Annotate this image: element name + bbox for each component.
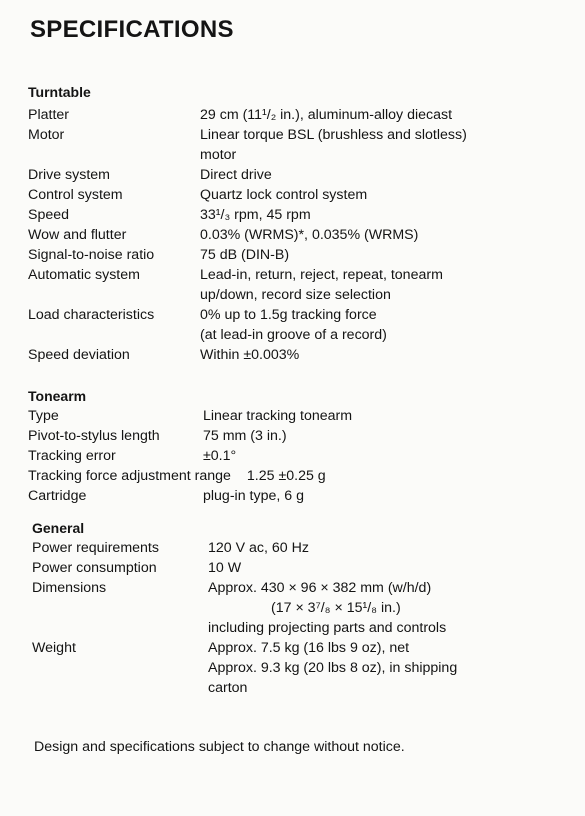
spec-value [208, 538, 572, 558]
spec-value-line: plug-in type, 6 g [203, 488, 304, 504]
spec-row-load-characteristics [28, 305, 568, 345]
spec-value-line: Approx. 7.5 kg (16 lbs 9 oz), net [208, 640, 410, 656]
spec-label: Wow and flutter [28, 227, 127, 243]
spec-value [200, 345, 568, 365]
spec-label: Automatic system [28, 267, 140, 283]
spec-value [203, 486, 568, 506]
spec-value-line: Linear tracking tonearm [203, 408, 353, 424]
spec-value [203, 446, 568, 466]
spec-label: Signal-to-noise ratio [28, 247, 155, 263]
spec-row-automatic-system [28, 265, 568, 305]
general-section [32, 519, 572, 698]
spec-row-snr [28, 245, 568, 265]
footer-notice: Design and specifications subject to change without notice. [34, 739, 405, 755]
spec-label: Tracking error [28, 448, 116, 464]
spec-value-line: 75 dB (DIN-B) [200, 247, 290, 263]
spec-label: Load characteristics [28, 307, 155, 323]
spec-value-line: up/down, record size selection [200, 287, 391, 303]
spec-label: Cartridge [28, 488, 87, 504]
spec-value-line: Quartz lock control system [200, 187, 368, 203]
spec-value-line: Approx. 430 × 96 × 382 mm (w/h/d) [208, 580, 432, 596]
spec-label: Control system [28, 187, 123, 203]
spec-value [208, 638, 572, 698]
section-heading-turntable: Turntable [28, 84, 91, 100]
spec-value-line: Linear torque BSL (brushless and slotless) [200, 127, 467, 143]
spec-value-line: 29 cm (11¹/₂ in.), aluminum-alloy diecast [200, 107, 453, 123]
spec-label: Power requirements [32, 540, 159, 556]
spec-row-pivot-to-stylus [28, 426, 568, 446]
spec-row-tracking-error [28, 446, 568, 466]
section-heading-tonearm: Tonearm [28, 388, 87, 404]
spec-value-line: (17 × 3⁷/₈ × 15¹/₈ in.) [271, 600, 401, 616]
spec-value-line: 120 V ac, 60 Hz [208, 540, 309, 556]
spec-value [203, 406, 568, 426]
spec-row-speed-deviation [28, 345, 568, 365]
spec-value [200, 105, 568, 125]
spec-value-line: Approx. 9.3 kg (20 lbs 8 oz), in shipping [208, 660, 458, 676]
spec-value: 1.25 ±0.25 g [246, 468, 326, 484]
spec-label: Platter [28, 107, 70, 123]
section-heading-general: General [32, 520, 85, 536]
spec-value-line: 75 mm (3 in.) [203, 428, 287, 444]
spec-value-line: 0% up to 1.5g tracking force [200, 307, 377, 323]
page-title: SPECIFICATIONS [30, 16, 234, 43]
spec-label: Type [28, 408, 59, 424]
spec-label: Pivot-to-stylus length [28, 428, 160, 444]
spec-value [208, 578, 572, 638]
spec-label: Weight [32, 640, 76, 656]
spec-value [200, 185, 568, 205]
spec-value-line: ±0.1° [203, 448, 237, 464]
spec-row-type [28, 406, 568, 426]
spec-value-line: including projecting parts and controls [208, 620, 447, 636]
spec-label: Tracking force adjustment range [28, 468, 231, 484]
spec-row-weight [32, 638, 572, 698]
spec-row-power-consumption [32, 558, 572, 578]
spec-label: Speed [28, 207, 70, 223]
spec-row-platter [28, 105, 568, 125]
spec-row-motor [28, 125, 568, 165]
spec-value-line: 10 W [208, 560, 242, 576]
spec-value-line: 33¹/₃ rpm, 45 rpm [200, 207, 311, 223]
spec-value [200, 305, 568, 345]
spec-row-speed [28, 205, 568, 225]
spec-label: Drive system [28, 167, 110, 183]
spec-value [200, 165, 568, 185]
spec-label: Power consumption [32, 560, 157, 576]
spec-label: Speed deviation [28, 347, 130, 363]
spec-row-power-requirements [32, 538, 572, 558]
spec-value-line: Lead-in, return, reject, repeat, tonearm [200, 267, 443, 283]
spec-label: Motor [28, 127, 65, 143]
spec-value [200, 245, 568, 265]
turntable-section [28, 83, 568, 365]
spec-value [203, 426, 568, 446]
spec-value [200, 265, 568, 305]
spec-value-line: (at lead-in groove of a record) [200, 327, 387, 343]
spec-row-tracking-force-range [28, 466, 568, 486]
spec-value-line: 0.03% (WRMS)*, 0.035% (WRMS) [200, 227, 419, 243]
spec-value-line: Within ±0.003% [200, 347, 300, 363]
spec-value-line: motor [200, 147, 237, 163]
spec-value [200, 205, 568, 225]
spec-value-line: Direct drive [200, 167, 272, 183]
spec-row-drive-system [28, 165, 568, 185]
spec-row-wow-flutter [28, 225, 568, 245]
spec-row-dimensions [32, 578, 572, 638]
spec-value-line: carton [208, 680, 248, 696]
spec-label: Dimensions [32, 580, 107, 596]
spec-value [200, 225, 568, 245]
spec-row-control-system [28, 185, 568, 205]
tonearm-section [28, 387, 568, 506]
spec-row-cartridge [28, 486, 568, 506]
spec-value [208, 558, 572, 578]
spec-value [200, 125, 568, 165]
